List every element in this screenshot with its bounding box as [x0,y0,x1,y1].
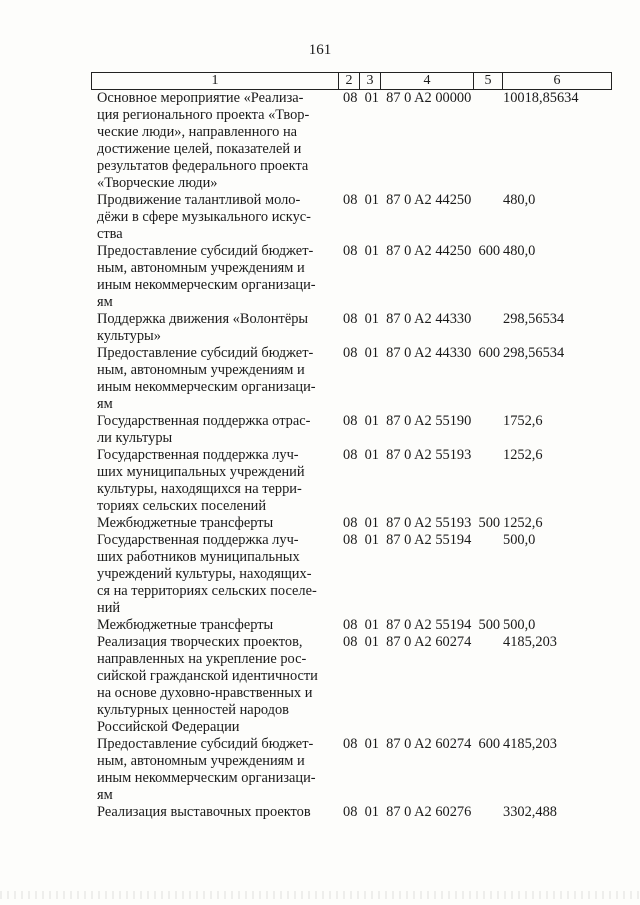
row-description [97,515,338,532]
amount: 480,0 [503,243,536,259]
description-line: Межбюджетные трансферты [97,617,274,633]
row-description [97,804,338,821]
description-line: Предоставление субсидий бюджет- [97,243,314,259]
table-row [0,192,640,243]
table-row [0,617,640,634]
budget-code: 08 01 87 0 A2 55193 [343,447,472,463]
header-col-2: 2 [339,73,360,89]
header-col-3: 3 [360,73,381,89]
amount: 4185,203 [503,634,557,650]
table-row [0,634,640,736]
description-line: направленных на укрепление рос- [97,651,307,667]
description-line: ся на территориях сельских поселе- [97,583,317,599]
row-description [97,192,338,243]
table-row [0,736,640,804]
description-line: Государственная поддержка отрас- [97,413,311,429]
budget-code: 08 01 87 0 A2 60274 [343,634,472,650]
description-line: ция регионального проекта «Твор- [97,107,310,123]
description-line: результатов федерального проекта [97,158,309,174]
description-line: ям [97,294,113,310]
amount: 500,0 [503,532,536,548]
description-line: достижение целей, показателей и [97,141,302,157]
amount: 1252,6 [503,447,543,463]
amount: 3302,488 [503,804,557,820]
budget-code: 08 01 87 0 A2 00000 [343,90,472,106]
description-line: Предоставление субсидий бюджет- [97,345,314,361]
table-row [0,532,640,617]
header-col-4: 4 [381,73,474,89]
budget-code: 08 01 87 0 A2 60276 [343,804,472,820]
description-line: Продвижение талантливой моло- [97,192,301,208]
budget-code: 08 01 87 0 A2 44330 [343,311,472,327]
description-line: ным, автономным учреждениям и [97,260,305,276]
header-col-5: 5 [474,73,503,89]
description-line: иным некоммерческим организаци- [97,770,316,786]
description-line: Реализация выставочных проектов [97,804,311,820]
description-line: ям [97,396,113,412]
amount: 298,56534 [503,345,565,361]
budget-code: 08 01 87 0 A2 44250 600 [343,243,501,259]
description-line: на основе духовно-нравственных и [97,685,313,701]
description-line: иным некоммерческим организаци- [97,277,316,293]
description-line: иным некоммерческим организаци- [97,379,316,395]
table-row [0,804,640,821]
table-row [0,447,640,515]
description-line: Реализация творческих проектов, [97,634,303,650]
description-line: ли культуры [97,430,173,446]
description-line: Основное мероприятие «Реализа- [97,90,304,106]
row-description [97,736,338,804]
page-number: 161 [308,42,332,58]
row-description [97,617,338,634]
amount: 298,56534 [503,311,565,327]
amount: 1752,6 [503,413,543,429]
row-description [97,634,338,736]
description-line: ям [97,787,113,803]
description-line: дёжи в сфере музыкального искус- [97,209,311,225]
amount: 480,0 [503,192,536,208]
header-col-6: 6 [553,73,561,88]
description-line: Предоставление субсидий бюджет- [97,736,314,752]
description-line: культуры, находящихся на терри- [97,481,302,497]
row-description [97,447,338,515]
description-line: культурных ценностей народов [97,702,289,718]
table-row [0,243,640,311]
budget-code: 08 01 87 0 A2 55194 500 [343,617,501,633]
description-line: культуры» [97,328,161,344]
description-line: учреждений культуры, находящих- [97,566,312,582]
description-line: Государственная поддержка луч- [97,532,299,548]
description-line: Российской Федерации [97,719,240,735]
table-row [0,413,640,447]
budget-code: 08 01 87 0 A2 55193 500 [343,515,501,531]
amount: 10018,85634 [503,90,579,106]
description-line: ших работников муниципальных [97,549,300,565]
description-line: «Творческие люди» [97,175,218,191]
row-description [97,311,338,345]
row-description [97,90,338,192]
header-col-1: 1 [92,73,339,89]
description-line: Поддержка движения «Волонтёры [97,311,309,327]
amount: 4185,203 [503,736,557,752]
budget-code: 08 01 87 0 A2 44250 [343,192,472,208]
row-description [97,532,338,617]
table-row [0,345,640,413]
amount: 500,0 [503,617,536,633]
budget-code: 08 01 87 0 A2 60274 600 [343,736,501,752]
description-line: ческие люди», направленного на [97,124,298,140]
table-row [0,311,640,345]
row-description [97,345,338,413]
table-header [91,72,612,90]
scan-artifact [0,891,640,899]
budget-code: 08 01 87 0 A2 55190 [343,413,472,429]
description-line: Государственная поддержка луч- [97,447,299,463]
row-description [97,243,338,311]
budget-code: 08 01 87 0 A2 44330 600 [343,345,501,361]
description-line: ства [97,226,123,242]
row-description [97,413,338,447]
budget-code: 08 01 87 0 A2 55194 [343,532,472,548]
description-line: Межбюджетные трансферты [97,515,274,531]
description-line: сийской гражданской идентичности [97,668,318,684]
description-line: ным, автономным учреждениям и [97,753,305,769]
table-row [0,90,640,192]
amount: 1252,6 [503,515,543,531]
table-body [0,90,640,821]
description-line: ным, автономным учреждениям и [97,362,305,378]
description-line: ториях сельских поселений [97,498,267,514]
description-line: ний [97,600,121,616]
description-line: ших муниципальных учреждений [97,464,305,480]
table-row [0,515,640,532]
